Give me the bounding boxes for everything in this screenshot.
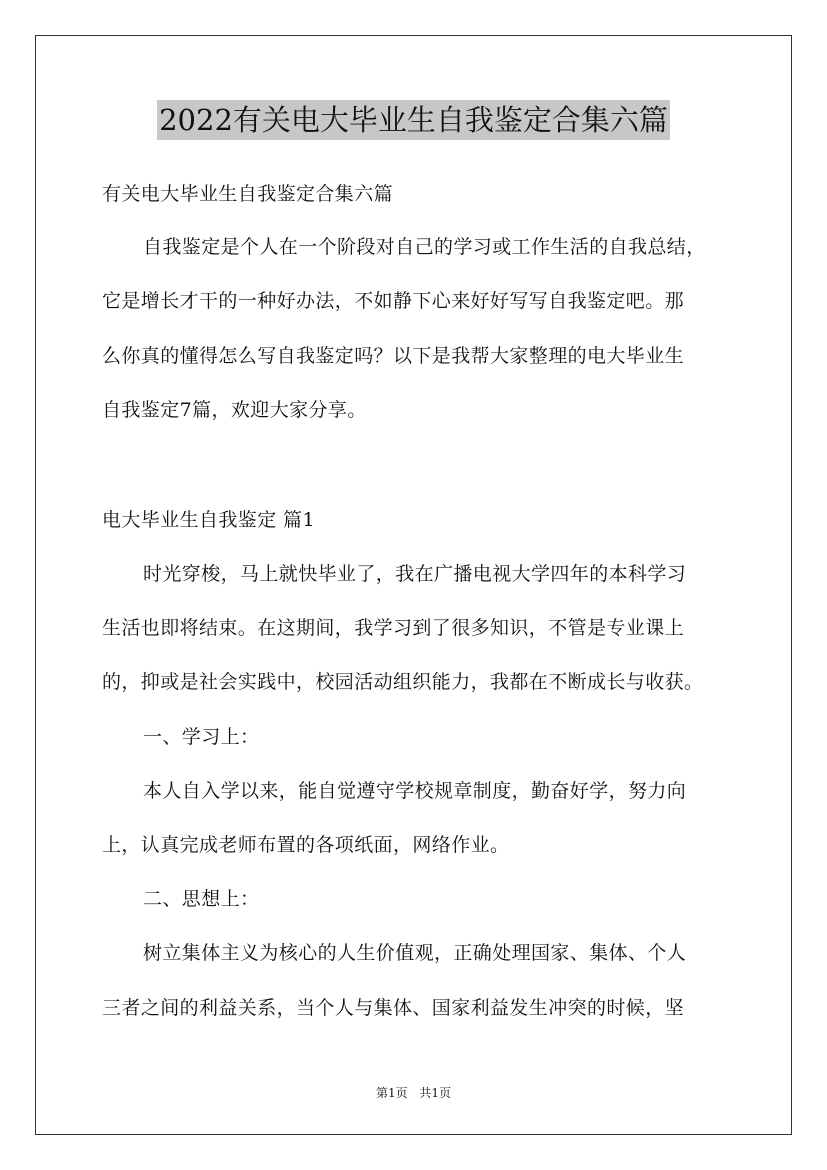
section-heading: 电大毕业生自我鉴定 篇1 (102, 509, 315, 531)
paragraph-line: 自我鉴定是个人在一个阶段对自己的学习或工作生活的自我总结， (143, 236, 706, 258)
paragraph-line: 三者之间的利益关系，当个人与集体、国家利益发生冲突的时候，坚 (102, 997, 685, 1019)
paragraph-line: 树立集体主义为核心的人生价值观，正确处理国家、集体、个人 (143, 942, 687, 964)
paragraph-line: 自我鉴定7篇，欢迎大家分享。 (102, 399, 367, 421)
page-number-total: 共1页 (419, 1086, 452, 1100)
paragraph-line: 它是增长才干的一种好办法，不如静下心来好好写写自我鉴定吧。那 (102, 290, 685, 312)
paragraph-line: 时光穿梭，马上就快毕业了，我在广播电视大学四年的本科学习 (143, 563, 687, 585)
document-title: 2022有关电大毕业生自我鉴定合集六篇 (157, 100, 670, 140)
subtitle-line: 有关电大毕业生自我鉴定合集六篇 (102, 183, 394, 205)
paragraph-line: 上，认真完成老师布置的各项纸面，网络作业。 (102, 834, 510, 856)
page-number-current: 第1页 (375, 1086, 408, 1100)
paragraph-line: 本人自入学以来，能自觉遵守学校规章制度，勤奋好学，努力向 (143, 780, 687, 802)
subsection-heading: 一、学习上： (143, 726, 260, 748)
paragraph-line: 么你真的懂得怎么写自我鉴定吗？以下是我帮大家整理的电大毕业生 (102, 345, 685, 367)
paragraph-line: 生活也即将结束。在这期间，我学习到了很多知识，不管是专业课上 (102, 617, 685, 639)
paragraph-line: 的，抑或是社会实践中，校园活动组织能力，我都在不断成长与收获。 (102, 671, 704, 693)
page-footer (0, 1084, 827, 1101)
title-container (0, 100, 827, 140)
subsection-heading: 二、思想上： (143, 888, 260, 910)
